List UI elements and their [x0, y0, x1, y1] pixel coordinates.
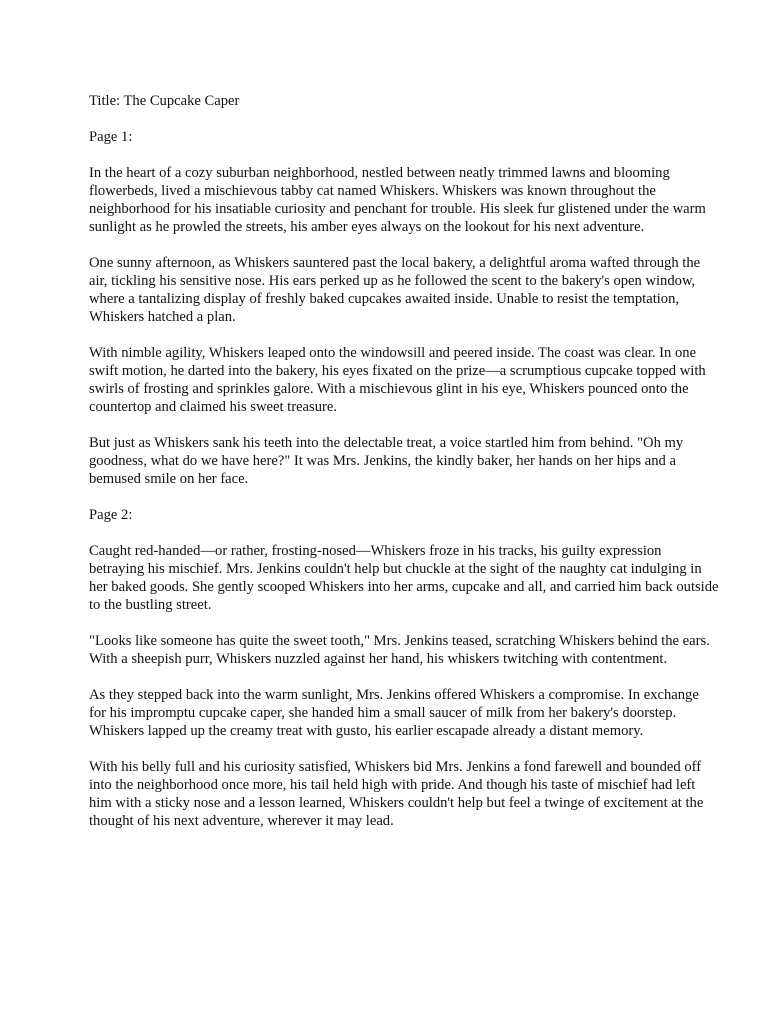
page-1-paragraph-2: One sunny afternoon, as Whiskers sauntered past the local bakery, a delightful aroma wafted through the air, tickling his sensitive nose. His ears perked up as he followed the scent to the bakery's open window, where a tantalizing display of freshly baked cupcakes awaited inside. Unable to resist the temptation, Whiskers hatched a plan.	[89, 255, 701, 325]
page-1-heading: Page 1:	[89, 129, 133, 145]
page-2-paragraph-1: Caught red-handed—or rather, frosting-nosed—Whiskers froze in his tracks, his guilty expression betraying his mischief. Mrs. Jenkins couldn't help but chuckle at the sight of the naughty cat indulging in her baked goods. She gently scooped Whiskers into her arms, cupcake and all, and carried him back outside to the bustling street.	[89, 543, 719, 613]
page-2-paragraph-3: As they stepped back into the warm sunlight, Mrs. Jenkins offered Whiskers a compromise. In exchange for his impromptu cupcake caper, she handed him a small saucer of milk from her bakery's doorstep. Whiskers lapped up the creamy treat with gusto, his earlier escapade already a distant memory.	[89, 687, 699, 739]
page-2-heading: Page 2:	[89, 507, 133, 523]
document-title: Title: The Cupcake Caper	[89, 93, 240, 109]
page-2-paragraph-2: "Looks like someone has quite the sweet tooth," Mrs. Jenkins teased, scratching Whiskers behind the ears. With a sheepish purr, Whiskers nuzzled against her hand, his whiskers twitching with contentment.	[89, 633, 710, 667]
page-1-paragraph-4: But just as Whiskers sank his teeth into the delectable treat, a voice startled him from behind. "Oh my goodness, what do we have here?" It was Mrs. Jenkins, the kindly baker, her hands on her hips and a bemused smile on her face.	[89, 435, 684, 487]
page-2-paragraph-4: With his belly full and his curiosity satisfied, Whiskers bid Mrs. Jenkins a fond farewell and bounded off into the neighborhood once more, his tail held high with pride. And though his taste of mischief had left him with a sticky nose and a lesson learned, Whiskers couldn't help but feel a twinge of excitement at the thought of his next adventure, wherever it may lead.	[89, 759, 704, 829]
page-1-paragraph-1: In the heart of a cozy suburban neighborhood, nestled between neatly trimmed lawns and blooming flowerbeds, lived a mischievous tabby cat named Whiskers. Whiskers was known throughout the neighborhood for his insatiable curiosity and penchant for trouble. His sleek fur glistened under the warm sunlight as he prowled the streets, his amber eyes always on the lookout for his next adventure.	[89, 165, 706, 235]
page-1-paragraph-3: With nimble agility, Whiskers leaped onto the windowsill and peered inside. The coast was clear. In one swift motion, he darted into the bakery, his eyes fixated on the prize—a scrumptious cupcake topped with swirls of frosting and sprinkles galore. With a mischievous glint in his eye, Whiskers pounced onto the countertop and claimed his sweet treasure.	[89, 345, 706, 415]
document-body	[89, 92, 719, 848]
